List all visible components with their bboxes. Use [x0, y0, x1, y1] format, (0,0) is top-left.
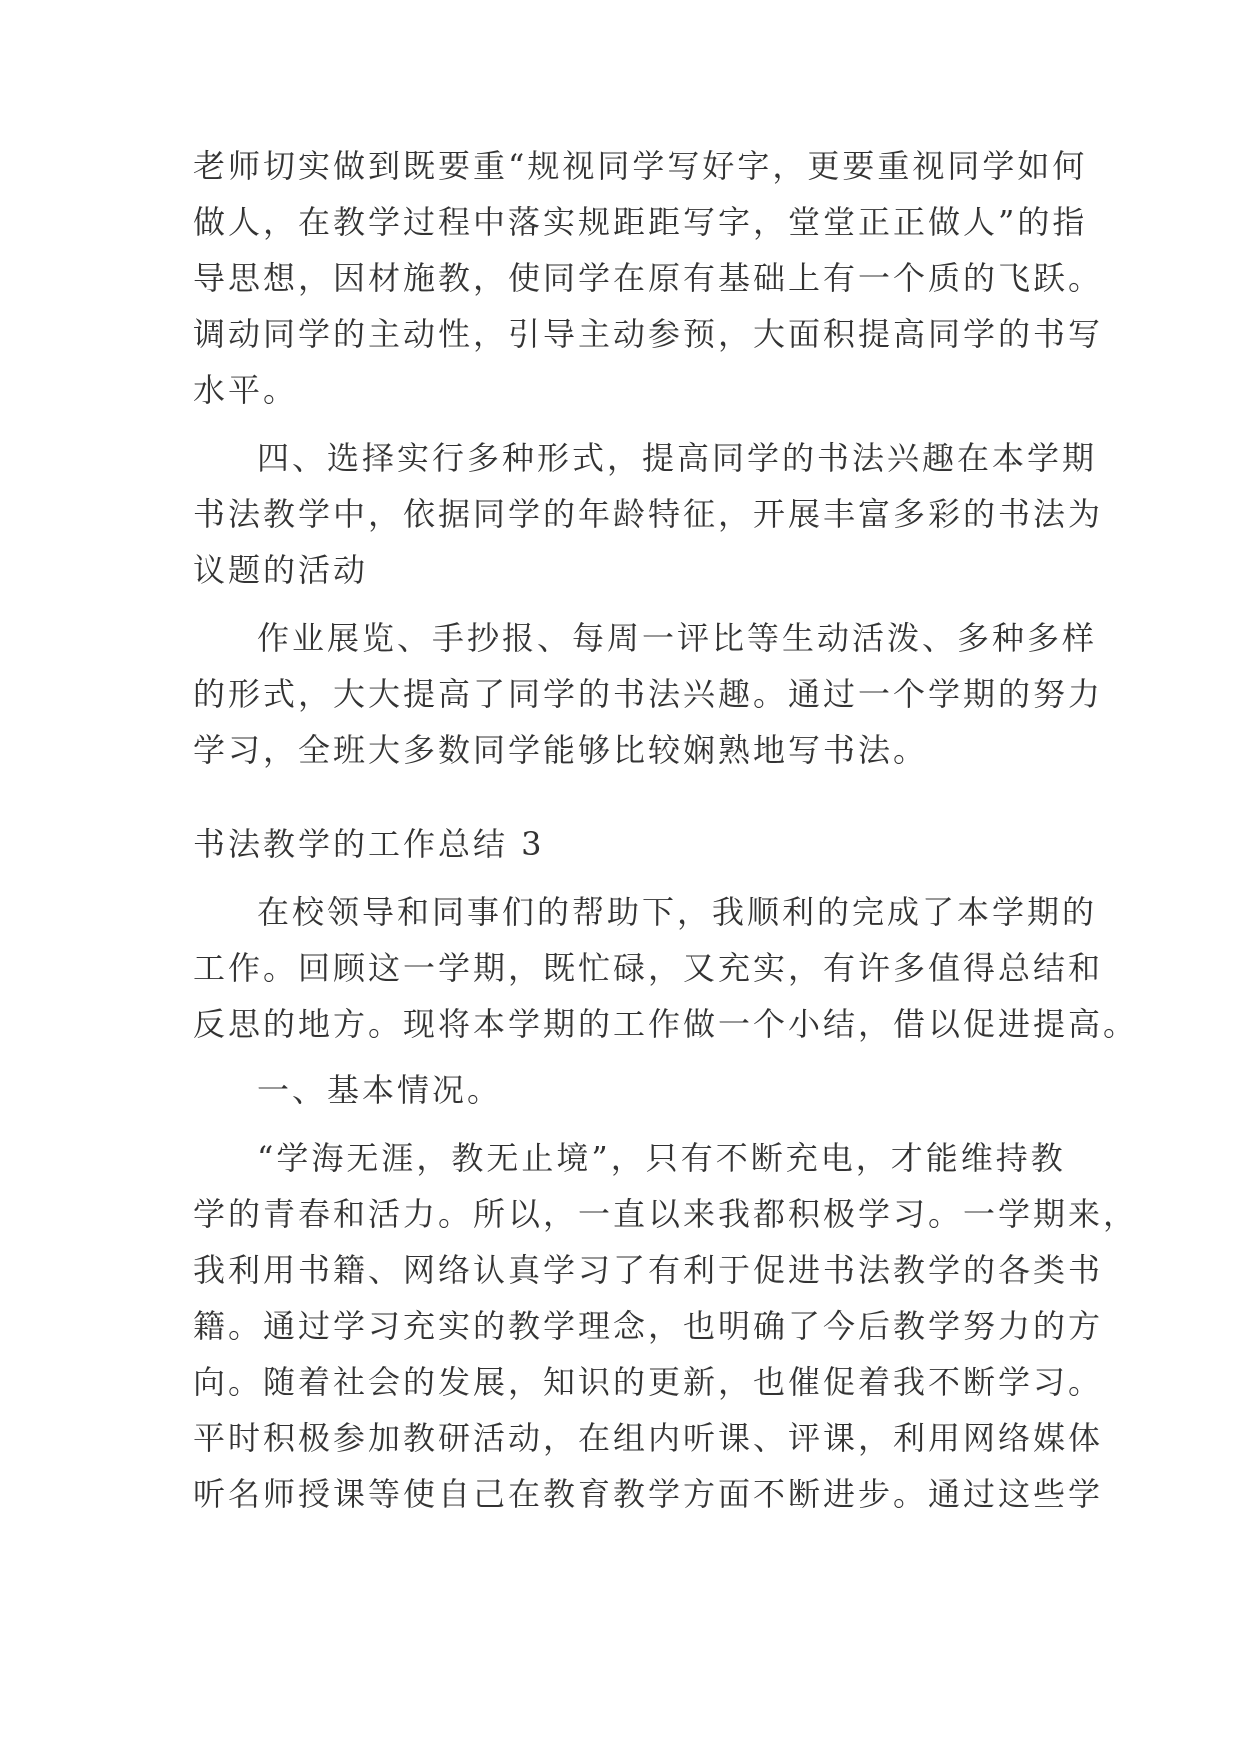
text-line: 导思想，因材施教，使同学在原有基础上有一个质的飞跃。	[193, 259, 1104, 297]
text-line: 听名师授课等使自己在教育教学方面不断进步。通过这些学	[193, 1475, 1104, 1513]
text-line: 做人，在教学过程中落实规距距写字，堂堂正正做人”的指	[193, 203, 1088, 241]
text-line: 作业展览、手抄报、每周一评比等生动活泼、多种多样	[257, 619, 1098, 657]
text-line: 调动同学的主动性，引导主动参预，大面积提高同学的书写	[193, 315, 1104, 353]
text-line: 在校领导和同事们的帮助下，我顺利的完成了本学期的	[257, 893, 1098, 931]
text-line: “学海无涯，教无止境”，只有不断充电，才能维持教	[257, 1139, 1066, 1177]
text-line: 学的青春和活力。所以，一直以来我都积极学习。一学期来，	[193, 1195, 1139, 1233]
text-line: 工作。回顾这一学期，既忙碌，又充实，有许多值得总结和	[193, 949, 1104, 987]
text-line: 一、基本情况。	[257, 1071, 503, 1109]
text-line: 议题的活动	[193, 551, 369, 589]
text-line: 书法教学中，依据同学的年龄特征，开展丰富多彩的书法为	[193, 495, 1104, 533]
text-line: 老师切实做到既要重“规视同学写好字，更要重视同学如何	[193, 147, 1088, 185]
text-line: 我利用书籍、网络认真学习了有利于促进书法教学的各类书	[193, 1251, 1104, 1289]
text-line: 水平。	[193, 371, 299, 409]
text-line: 学习，全班大多数同学能够比较娴熟地写书法。	[193, 731, 929, 769]
text-line: 反思的地方。现将本学期的工作做一个小结，借以促进提高。	[193, 1005, 1139, 1043]
section-heading: 书法教学的工作总结 3	[193, 825, 545, 863]
text-line: 籍。通过学习充实的教学理念，也明确了今后教学努力的方	[193, 1307, 1104, 1345]
text-line: 向。随着社会的发展，知识的更新，也催促着我不断学习。	[193, 1363, 1104, 1401]
text-line: 平时积极参加教研活动，在组内听课、评课，利用网络媒体	[193, 1419, 1104, 1457]
text-line: 的形式，大大提高了同学的书法兴趣。通过一个学期的努力	[193, 675, 1104, 713]
text-line: 四、选择实行多种形式，提高同学的书法兴趣在本学期	[257, 439, 1098, 477]
